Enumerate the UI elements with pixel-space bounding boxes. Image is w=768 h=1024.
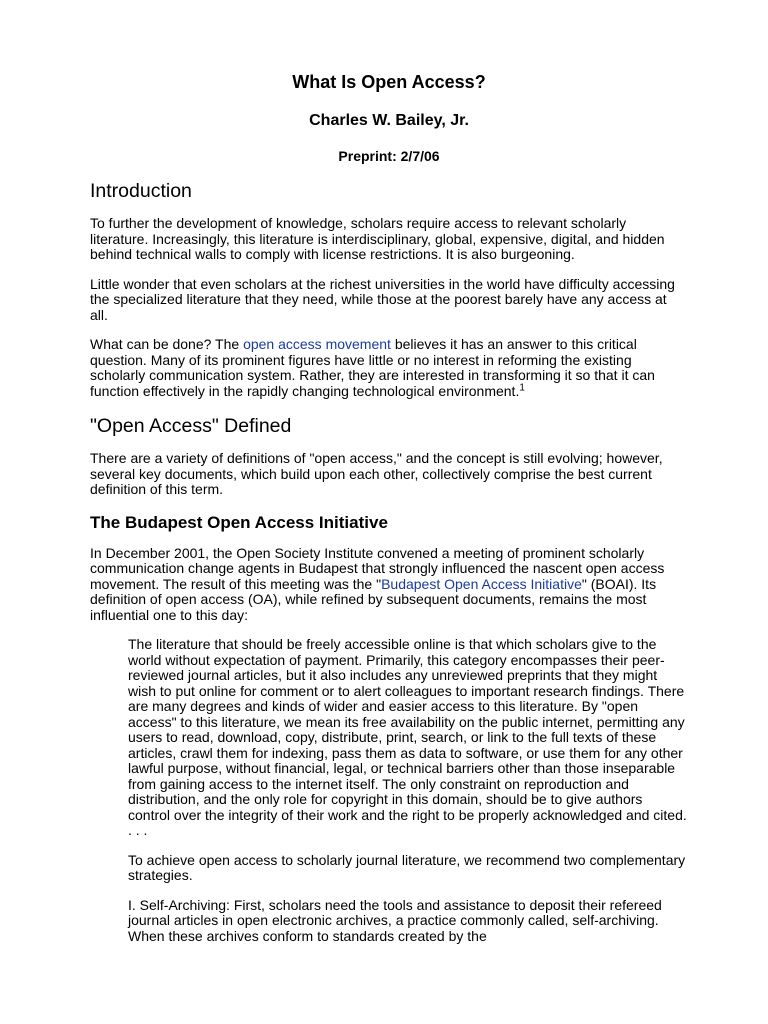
boai-quote [128,637,688,944]
footnote-ref-1[interactable]: 1 [519,381,525,393]
boai-quote-paragraph-3: I. Self-Archiving: First, scholars need the tools and assistance to deposit their refereed journal articles in open electronic archives, a practice commonly called, self-archiving. When these archives conform to standards created by the [128,896,662,944]
boai-p1-text-after: " (BOAI). Its definition of open access (OA), while refined by subsequent documents, remains the most influential one to this day: [90,575,657,623]
boai-quote-paragraph-1: The literature that should be freely accessible online is that which scholars give to the world without expectation of payment. Primarily, this category encompasses their peer-reviewed journal articles, but it also includes any unreviewed preprints that they might wish to put online for comment or to alert colleagues to important research findings. There are many degrees and kinds of wider and easier access to this literature. By "open access" to this literature, we mean its free availability on the public internet, permitting any users to read, download, copy, distribute, print, search, or link to the full texts of these articles, crawl them for indexing, pass them as data to software, or use them for any other lawful purpose, without financial, legal, or technical barriers other than those inseparable from gaining access to the internet itself. The only constraint on reproduction and distribution, and the only role for copyright in this domain, should be to give authors control over the integrity of their work and the right to be properly acknowledged and cited. . . . [128,636,687,838]
boai-quote-paragraph-2: To achieve open access to scholarly journal literature, we recommend two complementary strategies. [128,851,686,883]
boai-p1-text-before: In December 2001, the Open Society Institute convened a meeting of prominent scholarly communication change agents in Budapest that strongly influenced the nascent open access movement. The result of this meeting was the " [90,544,665,592]
intro-p3-text-before: What can be done? The [90,336,244,352]
page-title: What Is Open Access? [292,72,486,92]
defined-paragraph-1: There are a variety of definitions of "open access," and the concept is still evolving; however, several key documents, which build upon each other, collectively comprise the best current definition of this term. [90,450,663,497]
intro-paragraph-1: To further the development of knowledge, scholars require access to relevant scholarly literature. Increasingly, this literature is interdisciplinary, global, expensive, digital, and hidden behind technical walls to comply with license restrictions. It is also burgeoning. [90,215,665,262]
introduction-heading: Introduction [90,180,192,202]
budapest-open-access-initiative-link[interactable]: Budapest Open Access Initiative [381,575,582,592]
boai-heading: The Budapest Open Access Initiative [90,512,388,532]
boai-paragraph-1 [90,546,688,624]
intro-p3-text-after: believes it has an answer to this critical question. Many of its prominent figures have little or no interest in reforming the existing scholarly communication system. Rather, they are interested in transforming it so that it can function effectively in the rapidly changing technological environment. [90,336,655,399]
preprint-date: Preprint: 2/7/06 [338,148,440,164]
open-access-defined-heading: "Open Access" Defined [90,415,292,437]
intro-paragraph-2: Little wonder that even scholars at the richest universities in the world have difficulty accessing the specialized literature that they need, while those at the poorest barely have any access at all. [90,275,675,323]
author-name: Charles W. Bailey, Jr. [309,112,469,129]
open-access-movement-link[interactable]: open access movement [243,336,391,352]
intro-paragraph-3 [90,337,688,399]
